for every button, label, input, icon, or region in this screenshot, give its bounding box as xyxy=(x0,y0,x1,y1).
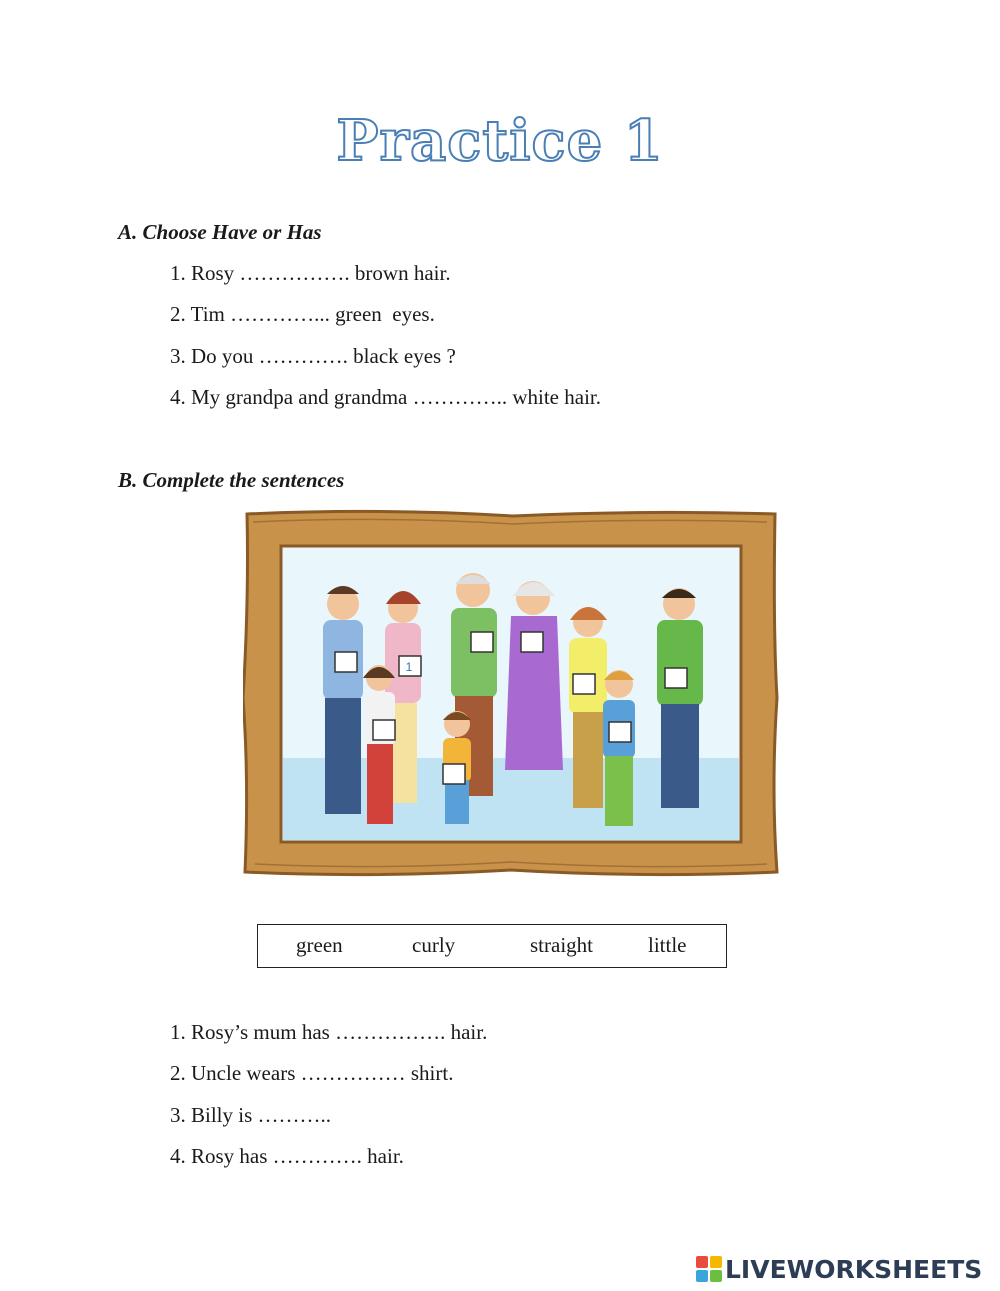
page-title: Practice 1 xyxy=(336,108,664,174)
label-box-grandpa xyxy=(471,632,493,652)
label-box-rosy xyxy=(373,720,395,740)
label-box-tim xyxy=(609,722,631,742)
section-b-question-3[interactable]: 3. Billy is ……….. xyxy=(170,1103,332,1127)
family-picture-frame xyxy=(243,508,779,878)
label-box-aunt xyxy=(573,674,595,694)
figure-uncle xyxy=(657,588,703,808)
section-b-question-2[interactable]: 2. Uncle wears …………… shirt. xyxy=(170,1061,454,1085)
label-box-billy xyxy=(443,764,465,784)
word-bank-item: little xyxy=(648,933,687,957)
word-bank xyxy=(257,924,727,968)
section-a-question-3[interactable]: 3. Do you …………. black eyes ? xyxy=(170,344,456,368)
section-a-question-4[interactable]: 4. My grandpa and grandma ………….. white hair. xyxy=(170,385,601,409)
word-bank-item: straight xyxy=(530,933,593,957)
section-a-heading: A. Choose Have or Has xyxy=(118,220,322,244)
liveworksheets-brand xyxy=(696,1254,982,1284)
numbered-tag: 1 xyxy=(405,660,413,674)
liveworksheets-logo-icon xyxy=(696,1256,722,1282)
section-a-question-1[interactable]: 1. Rosy ……………. brown hair. xyxy=(170,261,451,285)
family-portrait-icon xyxy=(243,508,779,878)
word-bank-item: curly xyxy=(412,933,456,957)
section-a-question-2[interactable]: 2. Tim …………... green eyes. xyxy=(170,302,435,326)
word-bank-item: green xyxy=(296,933,343,957)
label-box-dad xyxy=(335,652,357,672)
label-box-grandma xyxy=(521,632,543,652)
label-box-uncle xyxy=(665,668,687,688)
section-b-heading: B. Complete the sentences xyxy=(118,468,345,492)
section-b-question-1[interactable]: 1. Rosy’s mum has ……………. hair. xyxy=(170,1020,488,1044)
brand-text: LIVEWORKSHEETS xyxy=(725,1254,983,1284)
section-b-question-4[interactable]: 4. Rosy has …………. hair. xyxy=(170,1144,404,1168)
